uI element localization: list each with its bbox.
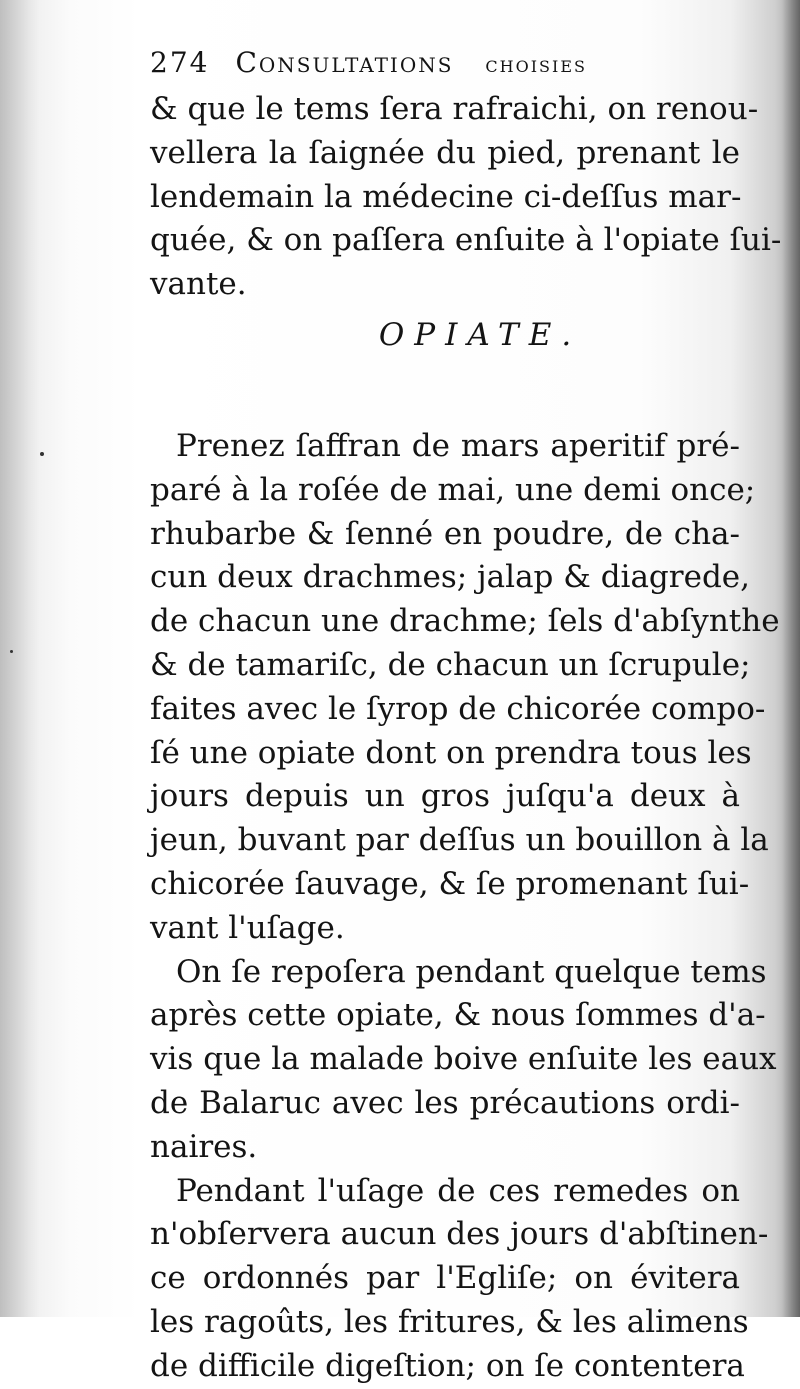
ink-speck [40,452,44,456]
gutter-shadow [0,0,40,1317]
text-line: n'obſervera aucun des jours d'abſtinen- [150,1216,769,1253]
page-text [150,38,782,1389]
text-line: quée, & on paſſera enſuite à l'opiate ſui- [150,222,782,259]
text-line: de chacun une drachme; ſels d'abſynthe [150,603,780,640]
edge-shadow [782,0,800,1317]
paragraph-continued [150,88,782,307]
paragraph-rest [150,951,777,1170]
running-head-subtitle: choisies [485,52,587,78]
running-head-title: Consultations [235,46,454,79]
text-line: après cette opiate, & nous ſommes d'a- [150,997,766,1034]
text-line: de difficile digeſtion; on ſe contentera [150,1347,745,1384]
text-line: rhubarbe & ſenné en poudre, de cha- [150,515,740,552]
text-line: cun deux drachmes; jalap & diagrede, [150,559,750,596]
text-line: chicorée ſauvage, & ſe promenant ſui- [150,865,750,902]
text-line: On ſe repoſera pendant quelque tems [176,953,767,990]
ink-speck [10,650,13,653]
section-heading: OPIATE. [378,316,582,353]
text-line: les ragoûts, les fritures, & les alimens [150,1303,749,1340]
paragraph-diet [150,1170,769,1389]
text-line: faites avec le ſyrop de chicorée compo- [150,690,766,727]
page-number: 274 [150,46,210,79]
text-line: ſé une opiate dont on prendra tous les [150,734,752,771]
spacer [150,363,740,425]
text-line: vis que la malade boive enſuite les eaux [150,1041,777,1078]
text-line: ce ordonnés par l'Egliſe; on évitera [150,1260,740,1297]
text-line: naires. [150,1128,258,1165]
text-line: vante. [150,266,247,303]
text-line: & que le tems ſera rafraichi, on renou- [150,91,759,127]
text-line: & de tamariſc, de chacun un ſcrupule; [150,646,751,683]
text-line: paré à la roſée de mai, une demi once; [150,471,756,508]
text-line: jeun, buvant par deſſus un bouillon à la [150,822,769,859]
text-line: vellera la ſaignée du pied, prenant le [150,134,740,171]
paragraph-recipe [150,425,780,951]
text-line: lendemain la médecine ci-deſſus mar- [150,178,742,215]
text-line: Pendant l'uſage de ces remedes on [176,1172,740,1209]
text-line: de Balaruc avec les précautions ordi- [150,1084,740,1121]
running-head [150,38,740,88]
text-line: Prenez ſaffran de mars aperitif pré- [176,427,740,464]
text-line: vant l'uſage. [150,909,345,946]
text-line: jours depuis un gros juſqu'a deux à [150,778,740,815]
